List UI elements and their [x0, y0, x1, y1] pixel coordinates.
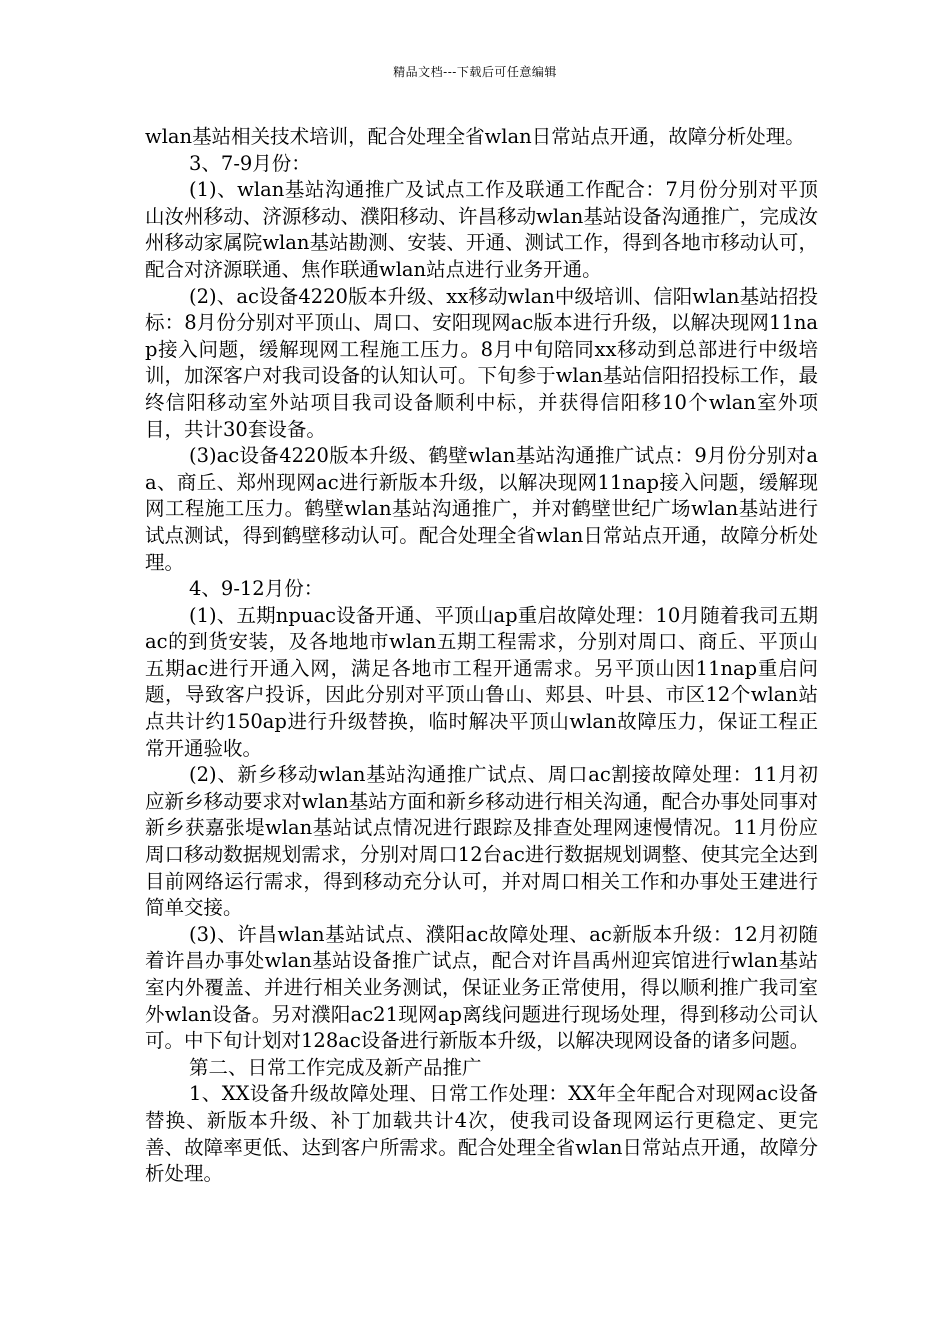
paragraph: wlan基站相关技术培训，配合处理全省wlan日常站点开通，故障分析处理。 — [145, 125, 805, 148]
section-heading: 3、7-9月份： — [189, 151, 311, 175]
section-heading: 4、9-12月份： — [189, 577, 324, 601]
paragraph: (3)、许昌wlan基站试点、濮阳ac故障处理、ac新版本升级：12月初随着许昌办事处wlan基站设备推广试点，配合对许昌禹州迎宾馆进行wlan基站室内外覆盖、并进行相关业务测试，保证业务正常使用，得以顺利推广我司室外wlan设备。另对濮阳ac21现网ap离线问题进行现场处理，得到移动公司认可。中下旬计划对128ac设备进行新版本升级，以解决现网设备的诸多问题。 — [145, 922, 818, 1053]
paragraph: (2)、新乡移动wlan基站沟通推广试点、周口ac割接故障处理：11月初应新乡移动要求对wlan基站方面和新乡移动进行相关沟通，配合办事处同事对新乡获嘉张堤wlan基站试点情况进行跟踪及排查处理网速慢情况。11月份应周口移动数据规划需求，分别对周口12台ac进行数据规划调整、使其完全达到目前网络运行需求，得到移动充分认可，并对周口相关工作和办事处王建进行简单交接。 — [145, 763, 818, 920]
paragraph: 1、XX设备升级故障处理、日常工作处理：XX年全年配合对现网ac设备替换、新版本升级、补丁加载共计4次，使我司设备现网运行更稳定、更完善、故障率更低、达到客户所需求。配合处理全省wlan日常站点开通，故障分析处理。 — [145, 1082, 818, 1186]
paragraph: (3)ac设备4220版本升级、鹤壁wlan基站沟通推广试点：9月份分别对aa、商丘、郑州现网ac进行新版本升级，以解决现网11nap接入问题，缓解现网工程施工压力。鹤壁wlan基站沟通推广，并对鹤壁世纪广场wlan基站进行试点测试，得到鹤壁移动认可。配合处理全省wlan日常站点开通，故障分析处理。 — [145, 444, 818, 574]
paragraph: (1)、wlan基站沟通推广及试点工作及联通工作配合：7月份分别对平顶山汝州移动、济源移动、濮阳移动、许昌移动wlan基站设备沟通推广，完成汝州移动家属院wlan基站勘测、安装、开通、测试工作，得到各地市移动认可，配合对济源联通、焦作联通wlan站点进行业务开通。 — [145, 178, 818, 281]
page-header: 精品文档---下载后可任意编辑 — [393, 65, 557, 79]
paragraph: (2)、ac设备4220版本升级、xx移动wlan中级培训、信阳wlan基站招投标：8月份分别对平顶山、周口、安阳现网ac版本进行升级，以解决现网11nap接入问题，缓解现网工程施工压力。8月中旬陪同xx移动到总部进行中级培训，加深客户对我司设备的认知认可。下旬参于wlan基站信阳招投标工作，最终信阳移动室外站项目我司设备顺利中标，并获得信阳移10个wlan室外项目，共计30套设备。 — [145, 284, 818, 441]
document-body — [145, 124, 818, 1188]
paragraph: (1)、五期npuac设备开通、平顶山ap重启故障处理：10月随着我司五期ac的到货安装，及各地地市wlan五期工程需求，分别对周口、商丘、平顶山五期ac进行开通入网，满足各地市工程开通需求。另平顶山因11nap重启问题，导致客户投诉，因此分别对平顶山鲁山、郏县、叶县、市区12个wlan站点共计约150ap进行升级替换，临时解决平顶山wlan故障压力，保证工程正常开通验收。 — [145, 603, 818, 760]
section-heading: 第二、日常工作完成及新产品推广 — [189, 1055, 482, 1079]
